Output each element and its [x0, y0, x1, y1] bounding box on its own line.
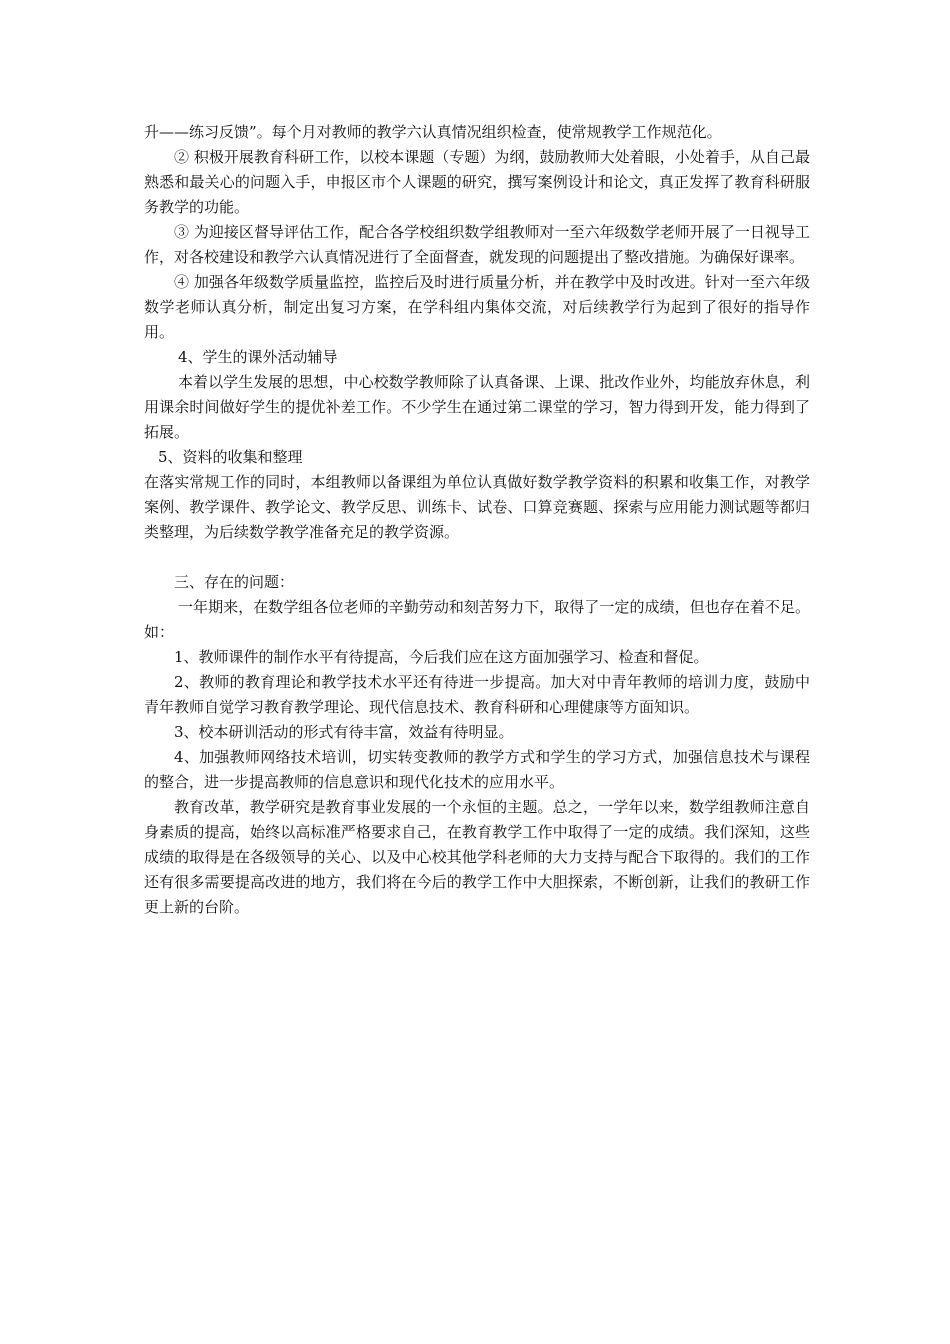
paragraph-quality-monitoring: ④ 加强各年级数学质量监控，监控后及时进行质量分析，并在教学中及时改进。针对一至六年级数学老师认真分析，制定出复习方案，在学科组内集体交流，对后续教学行为起到了很好的指导作用。 — [144, 273, 810, 341]
paragraph-problems-intro: 一年期来，在数学组各位老师的辛勤劳动和刻苦努力下，取得了一定的成绩，但也存在着不足。如： — [144, 598, 810, 641]
heading-problems: 三、存在的问题： — [174, 573, 295, 591]
document-page — [144, 120, 810, 920]
paragraph-supervision: ③ 为迎接区督导评估工作，配合各学校组织数学组教师对一至六年级数学老师开展了一日视导工作，对各校建设和教学六认真情况进行了全面督查，就发现的问题提出了整改措施。为确保好课率。 — [144, 223, 810, 266]
heading-materials: 5、资料的收集和整理 — [158, 448, 303, 466]
paragraph-extracurricular: 本着以学生发展的思想，中心校数学教师除了认真备课、上课、批改作业外，均能放弃休息，利用课余时间做好学生的提优补差工作。不少学生在通过第二课堂的学习，智力得到开发，能力得到了拓展。 — [144, 373, 810, 441]
problem-item-3: 3、校本研训活动的形式有待丰富，效益有待明显。 — [174, 723, 514, 741]
paragraph-materials: 在落实常规工作的同时，本组教师以备课组为单位认真做好数学教学资料的积累和收集工作，对教学案例、教学课件、教学论文、教学反思、训练卡、试卷、口算竞赛题、探索与应用能力测试题等都归类整理，为后续数学教学准备充足的教学资源。 — [144, 473, 810, 541]
problem-item-4: 4、加强教师网络技术培训，切实转变教师的教学方式和学生的学习方式，加强信息技术与课程的整合，进一步提高教师的信息意识和现代化技术的应用水平。 — [144, 748, 810, 791]
heading-extracurricular: 4、学生的课外活动辅导 — [178, 348, 338, 366]
paragraph-conclusion: 教育改革，教学研究是教育事业发展的一个永恒的主题。总之，一学年以来，数学组教师注意自身素质的提高，始终以高标准严格要求自己，在教育教学工作中取得了一定的成绩。我们深知，这些成绩的取得是在各级领导的关心、以及中心校其他学科老师的大力支持与配合下取得的。我们的工作还有很多需要提高改进的地方，我们将在今后的教学工作中大胆探索，不断创新，让我们的教研工作更上新的台阶。 — [144, 798, 810, 916]
paragraph-research-work: ② 积极开展教育科研工作，以校本课题（专题）为纲，鼓励教师大处着眼，小处着手，从自己最熟悉和最关心的问题入手，申报区市个人课题的研究，撰写案例设计和论文，真正发挥了教育科研服务教学的功能。 — [144, 148, 810, 216]
blank-line — [144, 545, 810, 570]
problem-item-1: 1、教师课件的制作水平有待提高，今后我们应在这方面加强学习、检查和督促。 — [174, 648, 709, 666]
paragraph-routine-check: 升——练习反馈”。每个月对教师的教学六认真情况组织检查，使常规教学工作规范化。 — [144, 123, 722, 141]
problem-item-2: 2、教师的教育理论和教学技术水平还有待进一步提高。加大对中青年教师的培训力度，鼓励中青年教师自觉学习教育教学理论、现代信息技术、教育科研和心理健康等方面知识。 — [144, 673, 810, 716]
